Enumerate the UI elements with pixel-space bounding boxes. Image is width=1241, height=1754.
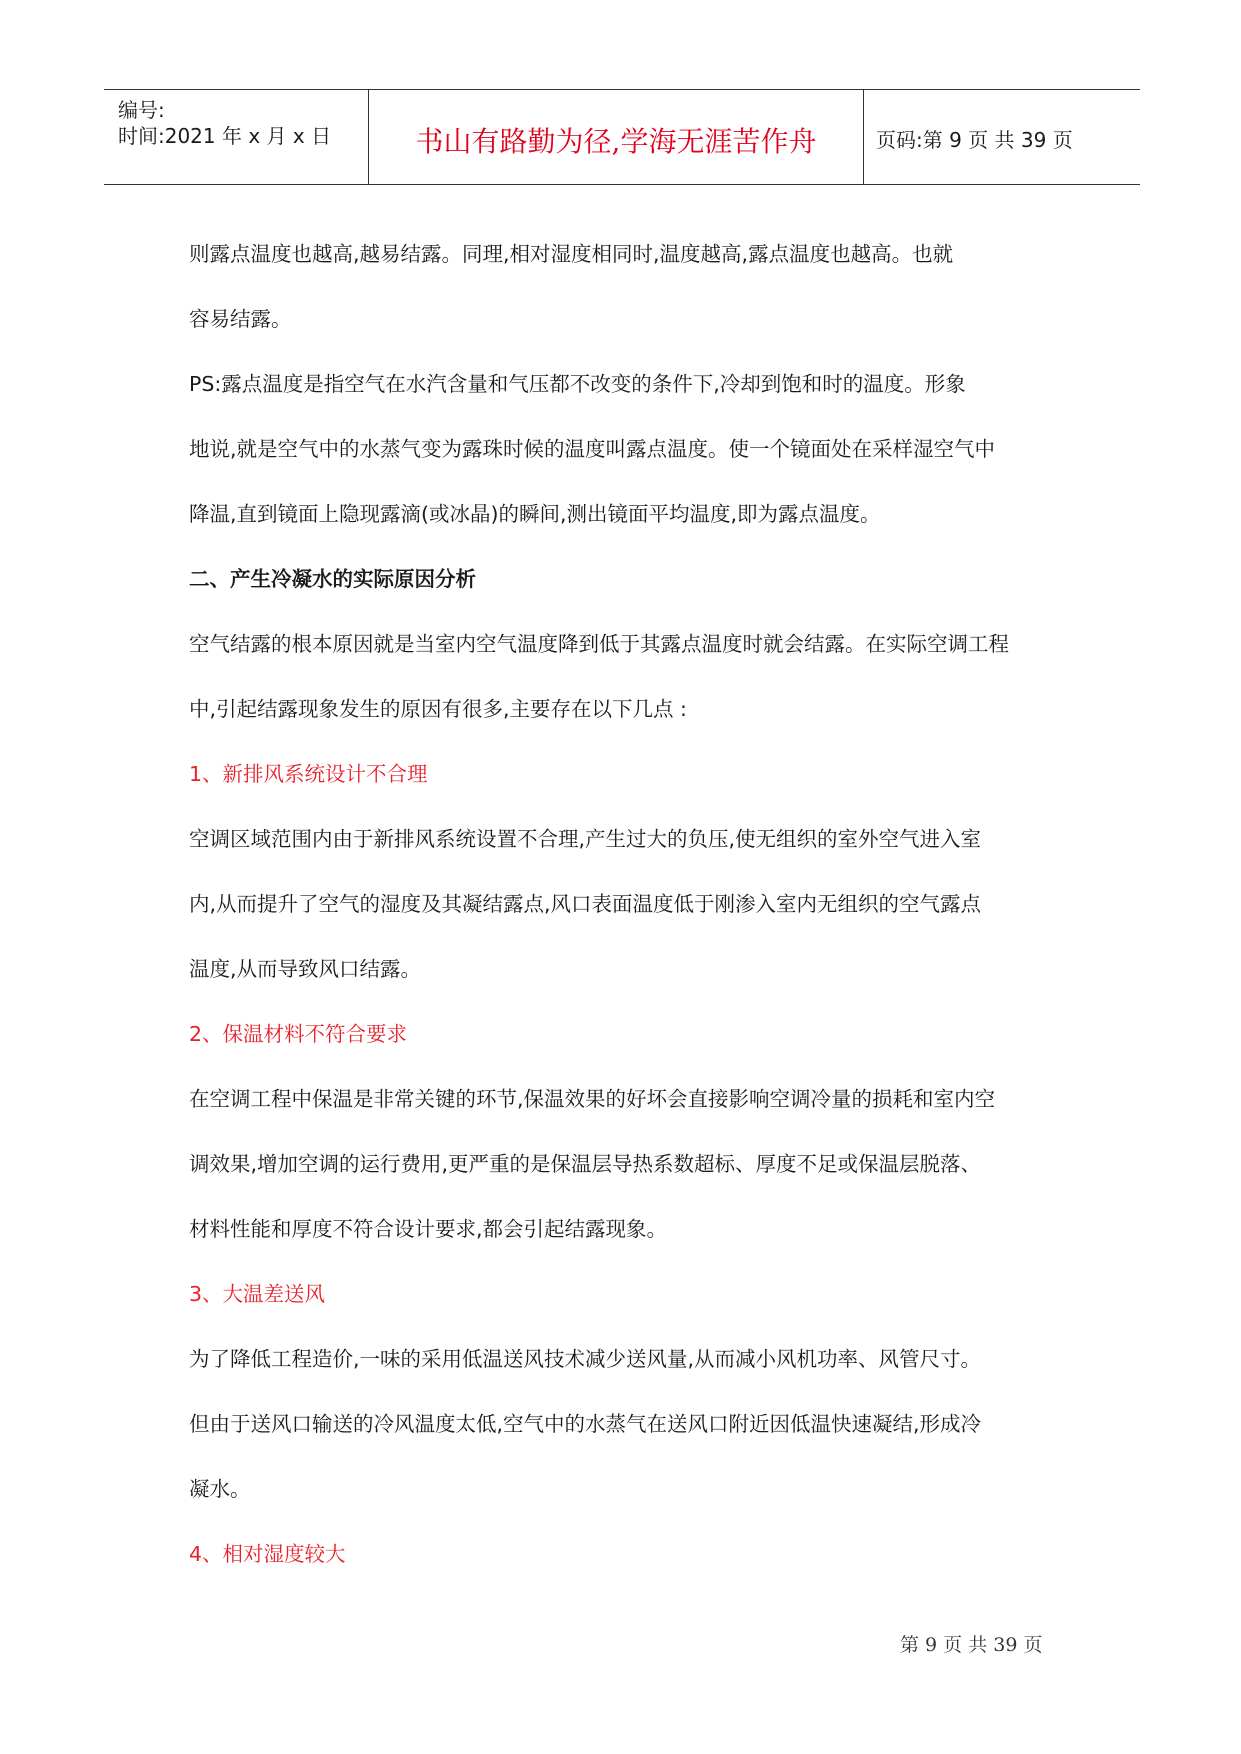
- subheading-1: 1、新排风系统设计不合理: [189, 762, 428, 786]
- body-line: 凝水。: [189, 1477, 251, 1501]
- body-line: 地说,就是空气中的水蒸气变为露珠时候的温度叫露点温度。使一个镜面处在采样湿空气中: [189, 437, 996, 461]
- body-line: 调效果,增加空调的运行费用,更严重的是保温层导热系数超标、厚度不足或保温层脱落、: [189, 1152, 982, 1176]
- subheading-2: 2、保温材料不符合要求: [189, 1022, 408, 1046]
- header-meta-cell: [104, 90, 369, 184]
- body-line: 温度,从而导致风口结露。: [189, 957, 422, 981]
- page-header: [104, 89, 1140, 185]
- body-line: 但由于送风口输送的冷风温度太低,空气中的水蒸气在送风口附近因低温快速凝结,形成冷: [189, 1412, 982, 1436]
- subheading-3: 3、大温差送风: [189, 1282, 326, 1306]
- section-heading: 二、产生冷凝水的实际原因分析: [189, 567, 476, 591]
- body-line: 为了降低工程造价,一味的采用低温送风技术减少送风量,从而减小风机功率、风管尺寸。: [189, 1347, 982, 1371]
- header-page-cell: [864, 90, 1140, 184]
- body-line: 空调区域范围内由于新排风系统设置不合理,产生过大的负压,使无组织的室外空气进入室: [189, 827, 982, 851]
- body-line: 中,引起结露现象发生的原因有很多,主要存在以下几点 :: [189, 697, 687, 721]
- body-line: 材料性能和厚度不符合设计要求,都会引起结露现象。: [189, 1217, 668, 1241]
- body-line: 降温,直到镜面上隐现露滴(或冰晶)的瞬间,测出镜面平均温度,即为露点温度。: [189, 502, 881, 526]
- document-time-label: 时间:2021 年 x 月 x 日: [118, 124, 332, 148]
- body-line: 空气结露的根本原因就是当室内空气温度降到低于其露点温度时就会结露。在实际空调工程: [189, 632, 1009, 656]
- body-line: 则露点温度也越高,越易结露。同理,相对湿度相同时,温度越高,露点温度也越高。也就: [189, 242, 954, 266]
- header-motto: 书山有路勤为径,学海无涯苦作舟: [415, 125, 817, 158]
- header-page-number: 页码:第 9 页 共 39 页: [876, 128, 1073, 152]
- body-line: 内,从而提升了空气的湿度及其凝结露点,风口表面温度低于刚渗入室内无组织的空气露点: [189, 892, 982, 916]
- header-motto-cell: [369, 90, 864, 184]
- body-line: 容易结露。: [189, 307, 292, 331]
- subheading-4: 4、相对湿度较大: [189, 1542, 346, 1566]
- page-footer: 第 9 页 共 39 页: [900, 1634, 1043, 1656]
- document-number-label: 编号:: [118, 98, 165, 122]
- body-line: PS:露点温度是指空气在水汽含量和气压都不改变的条件下,冷却到饱和时的温度。形象: [189, 372, 966, 396]
- body-line: 在空调工程中保温是非常关键的环节,保温效果的好坏会直接影响空调冷量的损耗和室内空: [189, 1087, 996, 1111]
- document-body: [189, 222, 1069, 1587]
